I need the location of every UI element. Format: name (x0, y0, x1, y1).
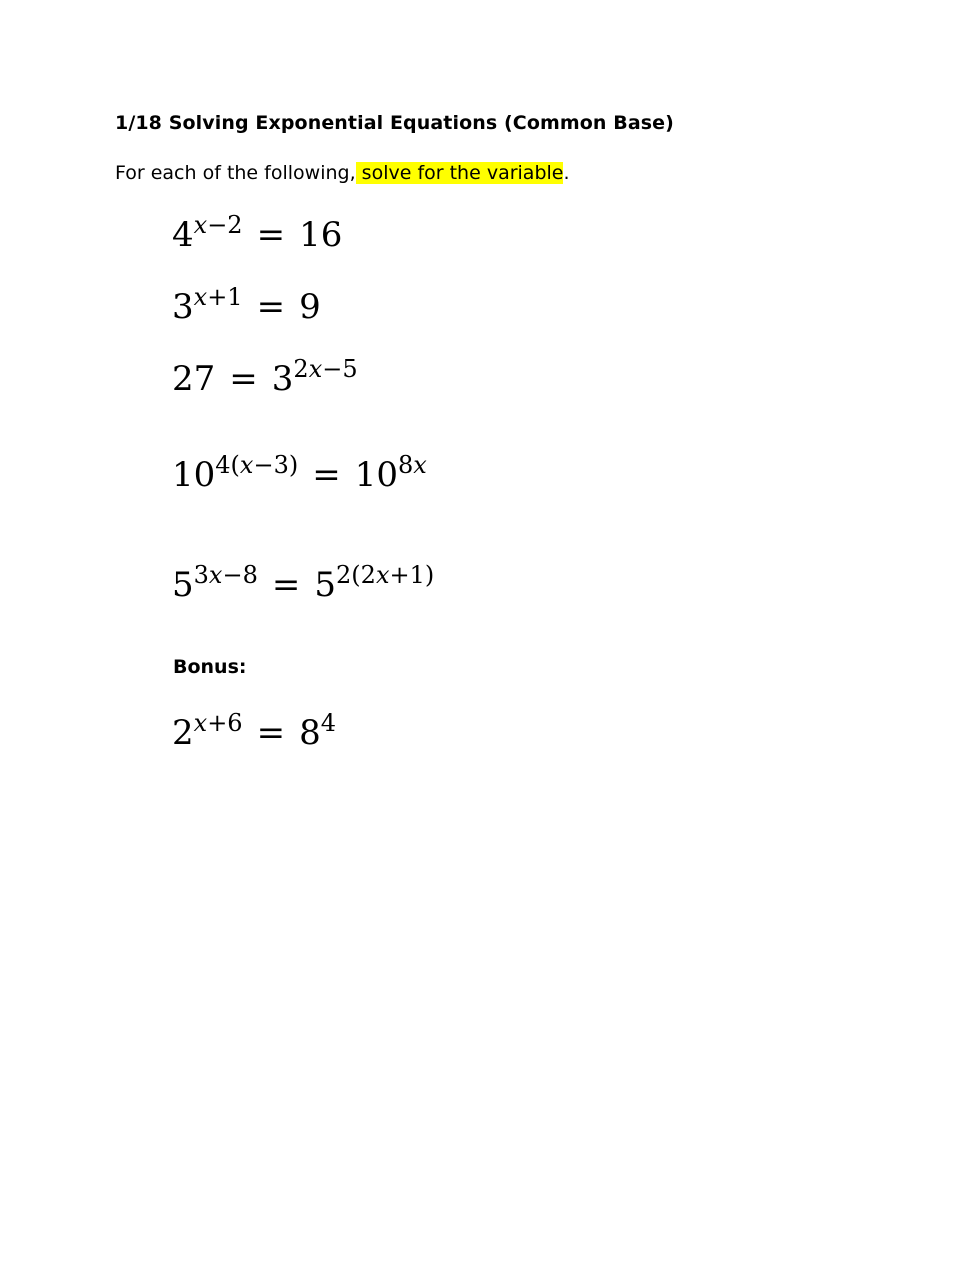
instruction-highlight: solve for the variable (355, 162, 564, 184)
equation-equals: = (256, 713, 286, 753)
instruction-suffix: . (563, 162, 570, 184)
equation-right-exponent: 4 (320, 709, 336, 737)
equation-2 (172, 283, 321, 327)
equation-left-exponent: 4(x−3) (215, 451, 299, 479)
equation-left-exponent: x+6 (193, 709, 243, 737)
bonus-label: Bonus: (173, 656, 247, 678)
equation-left-base: 5 (172, 565, 194, 605)
equation-equals: = (312, 455, 341, 495)
equation-right-base: 16 (299, 215, 343, 255)
equation-4 (172, 451, 427, 495)
instruction-prefix: For each of the following, (115, 162, 356, 184)
equation-right-exponent: 2x−5 (293, 355, 358, 383)
equation-left-base: 3 (172, 287, 194, 327)
equation-equals: = (256, 287, 286, 327)
equation-right-base: 5 (314, 565, 336, 605)
equation-right-base: 10 (354, 455, 398, 495)
instruction-text (115, 162, 570, 184)
bonus-equation (172, 709, 336, 753)
equation-right-base: 3 (271, 359, 294, 399)
equation-equals: = (271, 565, 301, 605)
equation-left-base: 10 (172, 455, 216, 495)
equation-left-base: 2 (172, 713, 194, 753)
equation-equals: = (229, 359, 258, 399)
equation-right-exponent: 2(2x+1) (336, 561, 435, 589)
equation-1 (172, 211, 343, 255)
equation-equals: = (256, 215, 286, 255)
page-title: 1/18 Solving Exponential Equations (Common Base) (115, 112, 674, 134)
equation-left-exponent: x−2 (193, 211, 243, 239)
equation-right-base: 8 (299, 713, 321, 753)
equation-left-base: 4 (172, 215, 194, 255)
equation-3 (172, 355, 358, 399)
equation-left-exponent: x+1 (193, 283, 243, 311)
equation-right-base: 9 (299, 287, 321, 327)
equation-right-exponent: 8x (398, 451, 427, 479)
equation-5 (172, 561, 435, 605)
equation-left-base: 27 (172, 359, 216, 399)
equation-left-exponent: 3x−8 (193, 561, 258, 589)
